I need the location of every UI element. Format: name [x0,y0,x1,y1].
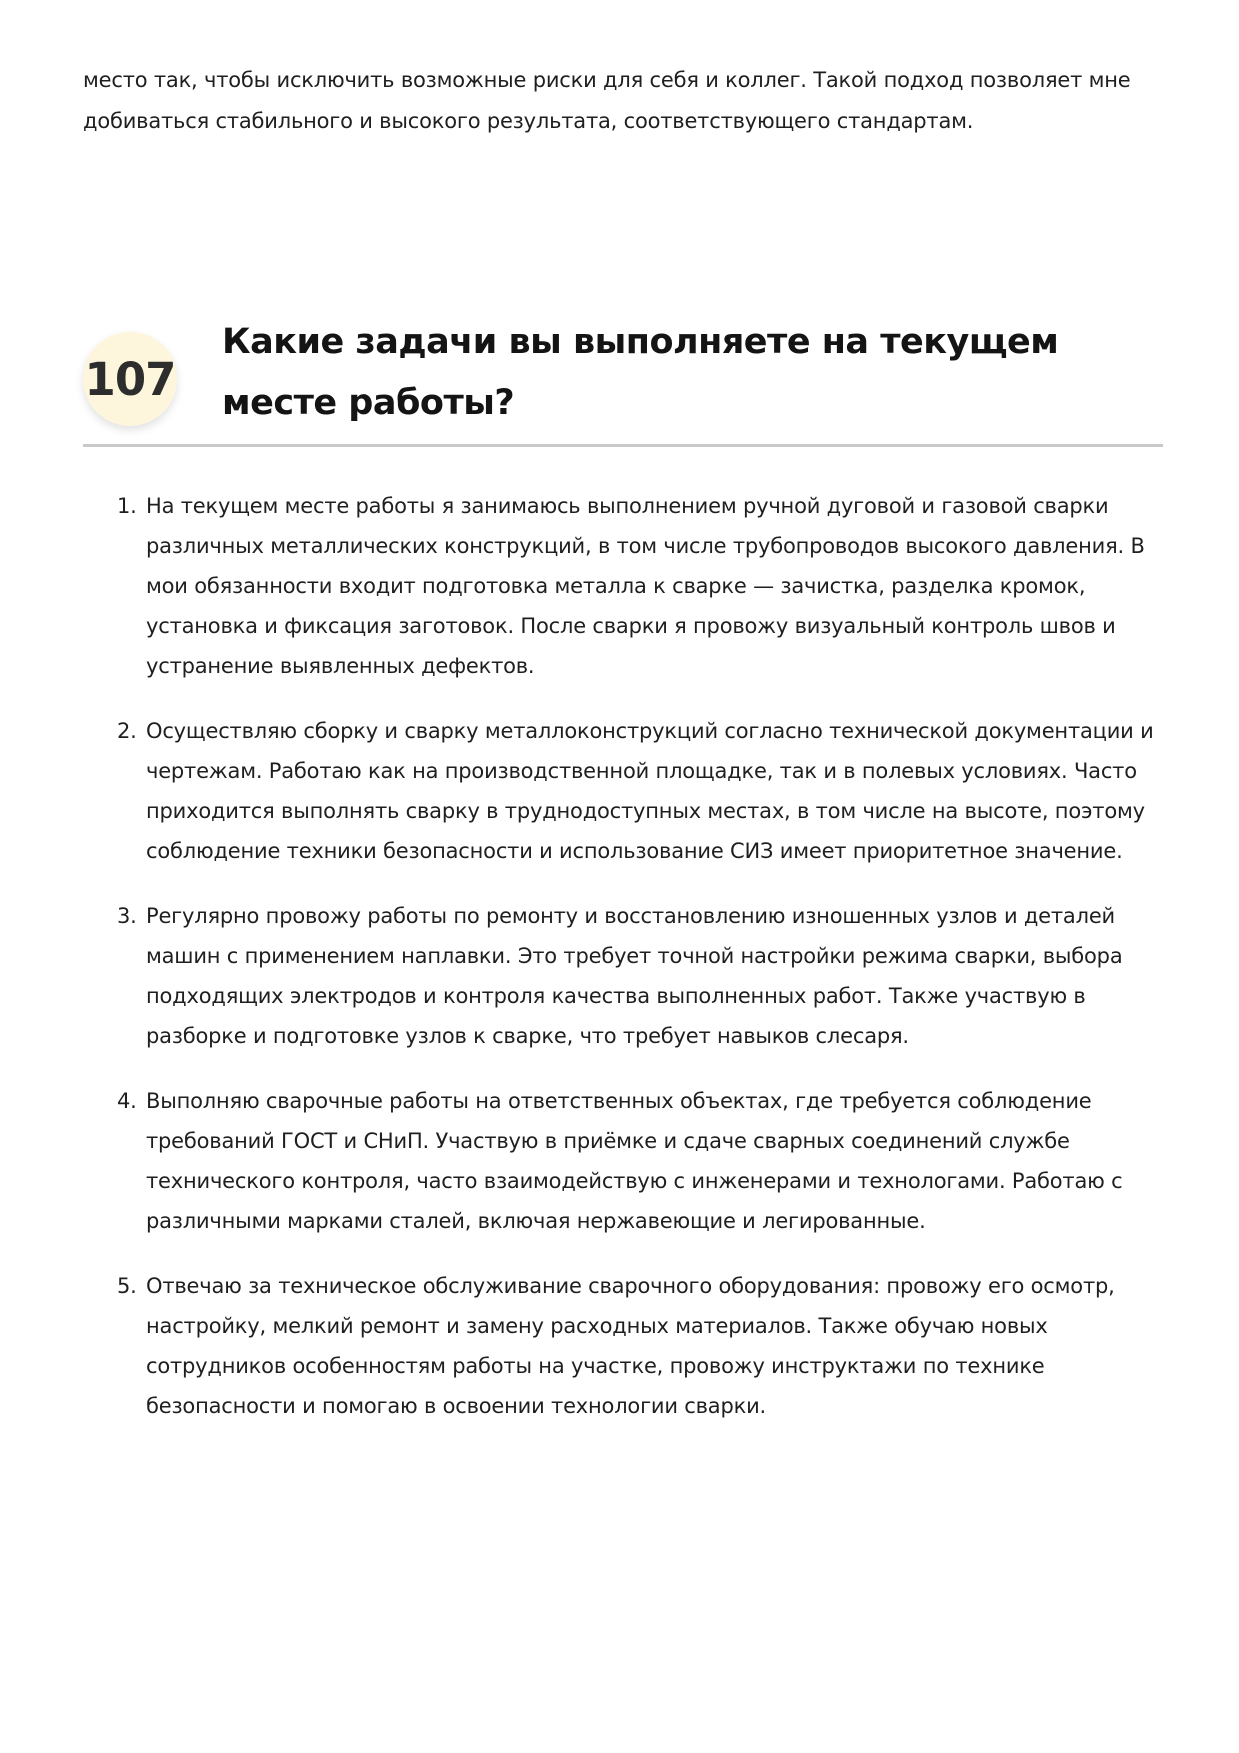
answer-list [83,486,1173,1451]
answer-text: Выполняю сварочные работы на ответственных объектах, где требуется соблюдение требований ГОСТ и СНиП. Участвую в приёмке и сдаче сварных соединений службе технического контроля, часто взаимодействую с инженерами и технологами. Работаю с различными марками сталей, включая нержавеющие и легированные. [146,1089,1123,1233]
answer-number: 2. [117,719,137,743]
intro-paragraph: место так, чтобы исключить возможные риски для себя и коллег. Такой подход позволяет мне добиваться стабильного и высокого результата, соответствующего стандартам. [83,68,1131,133]
question-number-badge: 107 [83,332,177,426]
answer-number: 3. [117,904,137,928]
answer-item-5 [83,1266,1173,1426]
answer-item-1 [83,486,1173,686]
question-header [83,312,1163,447]
answer-text: Регулярно провожу работы по ремонту и восстановлению изношенных узлов и деталей машин с применением наплавки. Это требует точной настройки режима сварки, выбора подходящих электродов и контроля качества выполненных работ. Также участвую в разборке и подготовке узлов к сварке, что требует навыков слесаря. [146,904,1123,1048]
answer-item-4 [83,1081,1173,1241]
answer-number: 1. [117,494,137,518]
answer-text: Отвечаю за техническое обслуживание сварочного оборудования: провожу его осмотр, настройку, мелкий ремонт и замену расходных материалов. Также обучаю новых сотрудников особенностям работы на участке, провожу инструктажи по технике безопасности и помогаю в освоении технологии сварки. [146,1274,1115,1418]
answer-text: Осуществляю сборку и сварку металлоконструкций согласно технической документации и чертежам. Работаю как на производственной площадке, так и в полевых условиях. Часто приходится выполнять сварку в труднодоступных местах, в том числе на высоте, поэтому соблюдение техники безопасности и использование СИЗ имеет приоритетное значение. [146,719,1154,863]
answer-text: На текущем месте работы я занимаюсь выполнением ручной дуговой и газовой сварки различных металлических конструкций, в том числе трубопроводов высокого давления. В мои обязанности входит подготовка металла к сварке — зачистка, разделка кромок, установка и фиксация заготовок. После сварки я провожу визуальный контроль швов и устранение выявленных дефектов. [146,494,1145,678]
answer-number: 4. [117,1089,137,1113]
question-title: Какие задачи вы выполняете на текущем месте работы? [222,322,1059,423]
answer-item-2 [83,711,1173,871]
answer-number: 5. [117,1274,137,1298]
answer-item-3 [83,896,1173,1056]
